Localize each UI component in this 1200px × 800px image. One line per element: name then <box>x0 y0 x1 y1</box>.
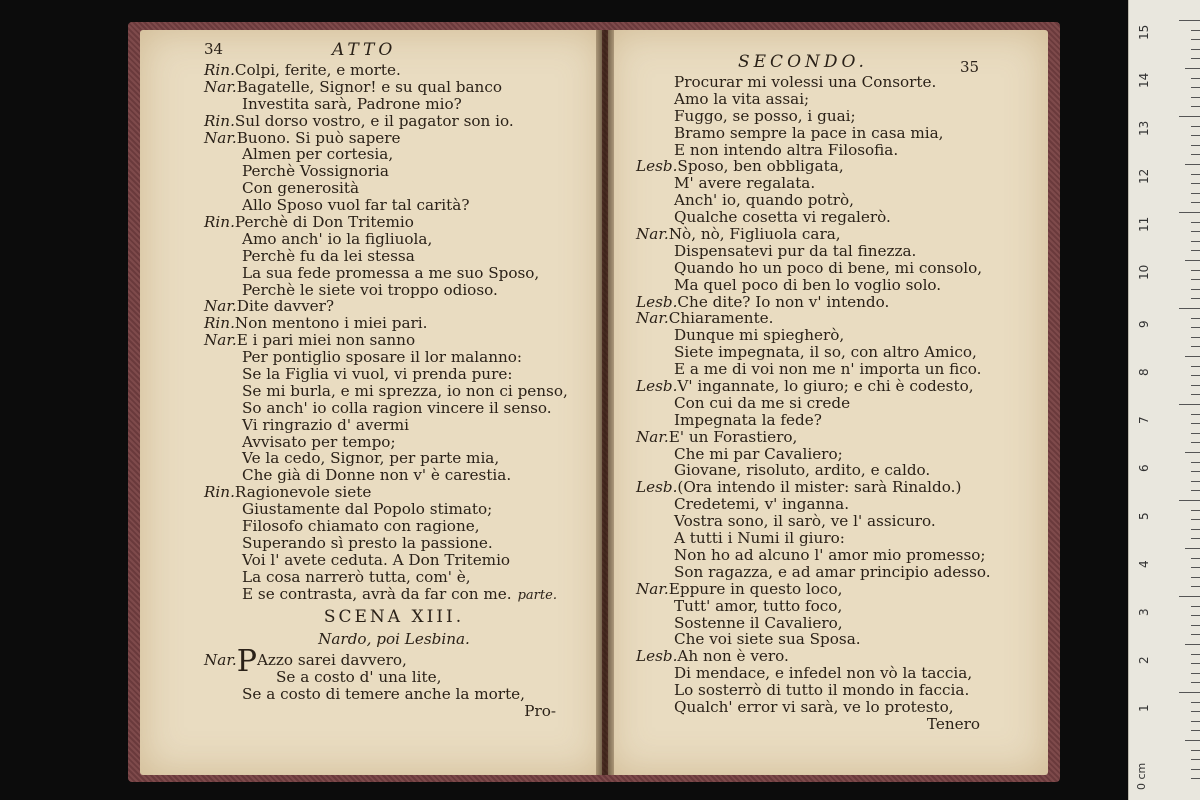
verse-text: Ma quel poco di ben lo voglio solo. <box>674 275 942 294</box>
verse-line <box>636 260 1016 277</box>
verse-text: Se a costo d' una lite, <box>276 668 442 687</box>
verse-text: Procurar mi volessi una Consorte. <box>674 73 937 91</box>
verse-line <box>636 648 1016 665</box>
verse-line <box>636 530 1016 547</box>
verse-line <box>204 467 584 484</box>
verse-line <box>204 79 584 96</box>
verse-text: Perchè di Don Tritemio <box>234 213 414 232</box>
verse-text: Sposo, ben obbligata, <box>677 157 844 176</box>
verse-text: Credetemi, v' inganna. <box>674 495 850 514</box>
ruler-tick <box>1191 241 1200 242</box>
ruler-tick <box>1191 654 1200 655</box>
catchword: Tenero <box>926 714 980 733</box>
ruler-tick <box>1191 529 1200 530</box>
ruler-tick <box>1191 279 1200 280</box>
verse-text: Amo la vita assai; <box>674 89 810 108</box>
verse-line <box>636 598 1016 615</box>
ruler-tick <box>1179 308 1200 309</box>
verse-text: Se la Figlia vi vuol, vi prenda pure: <box>242 365 513 384</box>
verse-text: Almen per cortesia, <box>242 145 394 164</box>
ruler-number: 3 <box>1137 608 1151 616</box>
ruler-number: 6 <box>1137 464 1151 472</box>
verse-line <box>636 294 1016 311</box>
ruler-tick <box>1191 154 1200 155</box>
verse-line <box>636 564 1016 581</box>
ruler-number: 13 <box>1137 120 1151 136</box>
verse-line <box>636 631 1016 648</box>
verse-text: La sua fede promessa a me suo Sposo, <box>242 263 540 282</box>
verse-line <box>204 349 584 366</box>
right-page-number: 35 <box>960 58 980 76</box>
verse-text: Avvisato per tempo; <box>242 432 396 451</box>
ruler-tick <box>1191 193 1200 194</box>
ruler-tick <box>1191 183 1200 184</box>
ruler-tick <box>1191 625 1200 626</box>
verse-text: Eppure in questo loco, <box>668 579 843 598</box>
ruler-tick <box>1191 577 1200 578</box>
verse-text: Giustamente dal Popolo stimato; <box>242 500 493 519</box>
verse-line <box>636 479 1016 496</box>
verse-text: V' ingannate, lo giuro; e chi è codesto, <box>677 377 974 396</box>
speaker-label: Lesb. <box>636 292 678 311</box>
verse-line <box>204 586 584 603</box>
verse-text: Tutt' amor, tutto foco, <box>674 596 843 615</box>
verse-line <box>204 96 584 113</box>
verse-text: E non intendo altra Filosofia. <box>674 140 899 159</box>
speaker-label: Nar. <box>204 651 237 670</box>
verse-text: Ve la cedo, Signor, per parte mia, <box>242 449 500 468</box>
scene-title: SCENA XIII. <box>323 606 465 627</box>
verse-text: Che già di Donne non v' è carestia. <box>242 466 512 485</box>
verse-line <box>636 91 1016 108</box>
ruler-tick <box>1179 212 1200 213</box>
verse-line <box>636 361 1016 378</box>
verse-line <box>204 265 584 282</box>
ruler-tick <box>1191 366 1200 367</box>
verse-text: Nò, nò, Figliuola cara, <box>668 225 841 244</box>
left-page-text <box>204 62 584 720</box>
ruler-tick <box>1191 510 1200 511</box>
verse-text: So anch' io colla ragion vincere il senso. <box>242 398 552 417</box>
verse-text: E se contrasta, avrà da far con me. <box>242 584 512 603</box>
verse-line <box>204 146 584 163</box>
left-page-number: 34 <box>204 40 224 58</box>
verse-text: Vi ringrazio d' avermi <box>242 415 410 434</box>
ruler-tick <box>1191 721 1200 722</box>
ruler-tick <box>1191 270 1200 271</box>
ruler-tick <box>1191 58 1200 59</box>
verse-line <box>204 214 584 231</box>
speaker-label: Nar. <box>204 331 237 350</box>
ruler-tick <box>1185 548 1200 549</box>
verse-text: Dispensatevi pur da tal finezza. <box>674 241 917 260</box>
verse-text: Bramo sempre la pace in casa mia, <box>674 123 944 142</box>
verse-text: A tutti i Numi il giuro: <box>674 529 845 548</box>
verse-text: Amo anch' io la figliuola, <box>242 229 433 248</box>
ruler-tick <box>1185 260 1200 261</box>
speaker-label: Rin. <box>204 111 235 130</box>
ruler-number: 10 <box>1137 264 1151 280</box>
ruler-tick <box>1185 68 1200 69</box>
ruler-unit: 0 cm <box>1135 762 1148 790</box>
ruler-tick <box>1191 145 1200 146</box>
verse-text: Investita sarà, Padrone mio? <box>242 94 462 113</box>
speaker-label: Lesb. <box>636 377 678 396</box>
ruler-tick <box>1191 778 1200 779</box>
speaker-label: Nar. <box>636 579 669 598</box>
verse-line <box>636 665 1016 682</box>
verse-line <box>204 569 584 586</box>
ruler-number: 11 <box>1137 216 1151 232</box>
ruler-tick <box>1191 49 1200 50</box>
verse-line <box>636 125 1016 142</box>
ruler-tick <box>1191 442 1200 443</box>
verse-text: Di mendace, e infedel non vò la taccia, <box>674 664 973 683</box>
verse-text: E' un Forastiero, <box>668 427 798 446</box>
speaker-label: Nar. <box>636 225 669 244</box>
speaker-label: Nar. <box>204 77 237 96</box>
verse-line <box>636 344 1016 361</box>
ruler-number: 7 <box>1137 416 1151 424</box>
verse-line <box>204 450 584 467</box>
right-page-text <box>636 74 1016 733</box>
verse-text: Lo sosterrò di tutto il mondo in faccia. <box>674 681 970 700</box>
verse-text: E a me di voi non me n' importa un fico. <box>674 360 982 379</box>
speaker-label: Lesb. <box>636 478 678 497</box>
verse-text: Son ragazza, e ad amar principio adesso. <box>674 562 991 581</box>
speaker-label: Nar. <box>204 128 237 147</box>
verse-text: Sul dorso vostro, e il pagator son io. <box>234 111 514 130</box>
ruler-tick <box>1191 30 1200 31</box>
verse-line <box>636 412 1016 429</box>
ruler-tick <box>1191 538 1200 539</box>
verse-text: Ah non è vero. <box>677 647 789 666</box>
verse-line <box>636 327 1016 344</box>
verse-line <box>204 669 584 686</box>
verse-text: Allo Sposo vuol far tal carità? <box>242 196 470 215</box>
verse-text: Perchè le siete voi troppo odioso. <box>242 280 498 299</box>
verse-line <box>636 378 1016 395</box>
ruler-tick <box>1185 164 1200 165</box>
ruler-tick <box>1191 769 1200 770</box>
ruler-tick <box>1191 414 1200 415</box>
measuring-ruler <box>1128 0 1200 800</box>
verse-line <box>204 130 584 147</box>
ruler-tick <box>1191 337 1200 338</box>
verse-line <box>636 462 1016 479</box>
verse-text: Dunque mi spiegherò, <box>674 326 845 345</box>
ruler-tick <box>1191 634 1200 635</box>
verse-text: Con generosità <box>242 179 360 198</box>
verse-text: Che voi siete sua Sposa. <box>674 630 861 649</box>
speaker-label: Nar. <box>204 297 237 316</box>
speaker-label: Rin. <box>204 314 235 333</box>
ruler-number: 4 <box>1137 560 1151 568</box>
ruler-tick <box>1191 289 1200 290</box>
verse-text: Impegnata la fede? <box>674 410 822 429</box>
ruler-tick <box>1191 462 1200 463</box>
book-gutter <box>596 30 614 775</box>
verse-text: (Ora intendo il mister: sarà Rinaldo.) <box>677 478 962 497</box>
ruler-tick <box>1191 202 1200 203</box>
verse-line <box>636 496 1016 513</box>
verse-line <box>204 332 584 349</box>
verse-line <box>636 74 1016 91</box>
verse-text: La cosa narrerò tutta, com' è, <box>242 567 471 586</box>
verse-text: M' avere regalata. <box>674 174 816 193</box>
verse-line <box>204 113 584 130</box>
verse-text: Non ho ad alcuno l' amor mio promesso; <box>674 545 986 564</box>
verse-text: Voi l' avete ceduta. A Don Tritemio <box>242 550 511 569</box>
verse-line <box>636 209 1016 226</box>
verse-line <box>636 158 1016 175</box>
ruler-tick <box>1191 385 1200 386</box>
verse-line <box>204 62 584 79</box>
ruler-number: 14 <box>1137 72 1151 88</box>
verse-text: Colpi, ferite, e morte. <box>234 61 401 79</box>
ruler-number: 15 <box>1137 24 1151 40</box>
ruler-tick <box>1191 481 1200 482</box>
ruler-tick <box>1191 135 1200 136</box>
ruler-tick <box>1191 519 1200 520</box>
ruler-tick <box>1191 586 1200 587</box>
verse-text: Quando ho un poco di bene, mi consolo, <box>674 258 983 277</box>
stage-direction: parte. <box>517 587 557 603</box>
scene-characters: Nardo, poi Lesbina. <box>318 630 470 649</box>
ruler-tick <box>1191 490 1200 491</box>
left-running-head: ATTO <box>332 40 397 60</box>
verse-line <box>204 197 584 214</box>
verse-text: Azzo sarei davvero, <box>256 651 407 670</box>
verse-line <box>636 277 1016 294</box>
verse-text: Ragionevole siete <box>234 483 372 502</box>
ruler-tick <box>1191 567 1200 568</box>
verse-line <box>636 108 1016 125</box>
ruler-tick <box>1185 644 1200 645</box>
ruler-tick <box>1191 702 1200 703</box>
verse-text: Non mentono i miei pari. <box>234 314 428 333</box>
ruler-tick <box>1191 471 1200 472</box>
verse-line <box>204 298 584 315</box>
speaker-label: Nar. <box>636 427 669 446</box>
verse-line <box>636 226 1016 243</box>
verse-line <box>204 163 584 180</box>
catchword: Pro- <box>524 701 556 720</box>
verse-text: Bagatelle, Signor! e su qual banco <box>236 77 502 96</box>
verse-line <box>204 248 584 265</box>
ruler-tick <box>1191 346 1200 347</box>
verse-line <box>204 535 584 552</box>
ruler-tick <box>1191 433 1200 434</box>
verse-text: Sostenne il Cavaliero, <box>674 613 843 632</box>
ruler-tick <box>1191 606 1200 607</box>
verse-line <box>636 429 1016 446</box>
ruler-tick <box>1179 116 1200 117</box>
ruler-number: 5 <box>1137 512 1151 520</box>
ruler-number: 8 <box>1137 368 1151 376</box>
right-running-head: SECONDO. <box>738 52 868 72</box>
verse-text: Perchè fu da lei stessa <box>242 246 415 265</box>
ruler-number: 12 <box>1137 168 1151 184</box>
verse-text: Che dite? Io non v' intendo. <box>677 292 890 311</box>
ruler-tick <box>1191 318 1200 319</box>
verse-text: Fuggo, se posso, i guai; <box>674 106 856 125</box>
verse-text: Qualch' error vi sarà, ve lo protesto, <box>674 697 954 716</box>
ruler-tick <box>1191 394 1200 395</box>
ruler-tick <box>1191 39 1200 40</box>
verse-line <box>636 581 1016 598</box>
verse-line <box>204 484 584 501</box>
verse-line <box>636 446 1016 463</box>
verse-text: Vostra sono, il sarò, ve l' assicuro. <box>674 512 936 531</box>
ruler-tick <box>1191 174 1200 175</box>
verse-text: Perchè Vossignoria <box>242 162 389 181</box>
ruler-tick <box>1191 78 1200 79</box>
ruler-tick <box>1179 692 1200 693</box>
ruler-tick <box>1191 97 1200 98</box>
verse-text: Che mi par Cavaliero; <box>674 444 843 463</box>
verse-line <box>204 231 584 248</box>
ruler-tick <box>1191 663 1200 664</box>
verse-line <box>204 417 584 434</box>
ruler-tick <box>1191 250 1200 251</box>
ruler-tick <box>1185 740 1200 741</box>
verse-line <box>204 434 584 451</box>
verse-line <box>636 243 1016 260</box>
verse-text: Siete impegnata, il so, con altro Amico, <box>674 343 977 362</box>
verse-text: Buono. Si può sapere <box>236 128 401 147</box>
ruler-tick <box>1191 750 1200 751</box>
verse-line <box>636 310 1016 327</box>
verse-line <box>204 383 584 400</box>
verse-text: Con cui da me si crede <box>674 393 851 412</box>
verse-text: Se a costo di temere anche la morte, <box>242 685 525 704</box>
ruler-number: 9 <box>1137 320 1151 328</box>
verse-line <box>636 615 1016 632</box>
verse-line <box>204 501 584 518</box>
verse-text: Giovane, risoluto, ardito, e caldo. <box>674 461 931 480</box>
ruler-tick <box>1191 615 1200 616</box>
verse-text: E i pari miei non sanno <box>236 331 416 350</box>
speaker-label: Rin. <box>204 61 235 79</box>
verse-line <box>204 315 584 332</box>
verse-line <box>636 142 1016 159</box>
speaker-label: Nar. <box>636 309 669 328</box>
ruler-tick <box>1191 711 1200 712</box>
ruler-tick <box>1179 500 1200 501</box>
ruler-tick <box>1191 730 1200 731</box>
ruler-number: 1 <box>1137 704 1151 712</box>
ruler-tick <box>1191 87 1200 88</box>
verse-line <box>636 395 1016 412</box>
verse-line <box>204 552 584 569</box>
ruler-tick <box>1185 452 1200 453</box>
ruler-tick <box>1191 673 1200 674</box>
ruler-tick <box>1191 222 1200 223</box>
ruler-tick <box>1191 231 1200 232</box>
verse-line <box>204 282 584 299</box>
verse-line <box>636 699 1016 716</box>
verse-line <box>204 518 584 535</box>
speaker-label: Lesb. <box>636 157 678 176</box>
ruler-tick <box>1191 106 1200 107</box>
ruler-tick <box>1179 596 1200 597</box>
verse-line <box>636 547 1016 564</box>
ruler-tick <box>1191 126 1200 127</box>
verse-line <box>204 400 584 417</box>
ruler-tick <box>1191 327 1200 328</box>
verse-text: Chiaramente. <box>668 309 774 328</box>
ruler-tick <box>1191 375 1200 376</box>
verse-line <box>204 686 584 703</box>
ruler-tick <box>1191 759 1200 760</box>
verse-line <box>204 366 584 383</box>
ruler-number: 2 <box>1137 656 1151 664</box>
verse-line <box>636 192 1016 209</box>
ruler-tick <box>1185 356 1200 357</box>
drop-cap: P <box>236 644 257 680</box>
verse-text: Se mi burla, e mi sprezza, io non ci penso, <box>242 381 568 400</box>
verse-line <box>636 175 1016 192</box>
verse-line <box>204 180 584 197</box>
verse-line <box>636 513 1016 530</box>
speaker-label: Lesb. <box>636 647 678 666</box>
verse-text: Anch' io, quando potrò, <box>674 191 854 210</box>
ruler-tick <box>1191 298 1200 299</box>
ruler-tick <box>1191 558 1200 559</box>
ruler-tick <box>1191 682 1200 683</box>
speaker-label: Rin. <box>204 483 235 502</box>
verse-line <box>636 682 1016 699</box>
speaker-label: Rin. <box>204 213 235 232</box>
verse-text: Superando sì presto la passione. <box>242 533 493 552</box>
ruler-tick <box>1179 404 1200 405</box>
verse-text: Filosofo chiamato con ragione, <box>242 517 480 536</box>
verse-text: Dite davver? <box>236 297 335 316</box>
ruler-tick <box>1191 423 1200 424</box>
ruler-tick <box>1179 20 1200 21</box>
verse-text: Per pontiglio sposare il lor malanno: <box>242 348 523 367</box>
verse-text: Qualche cosetta vi regalerò. <box>674 208 891 227</box>
